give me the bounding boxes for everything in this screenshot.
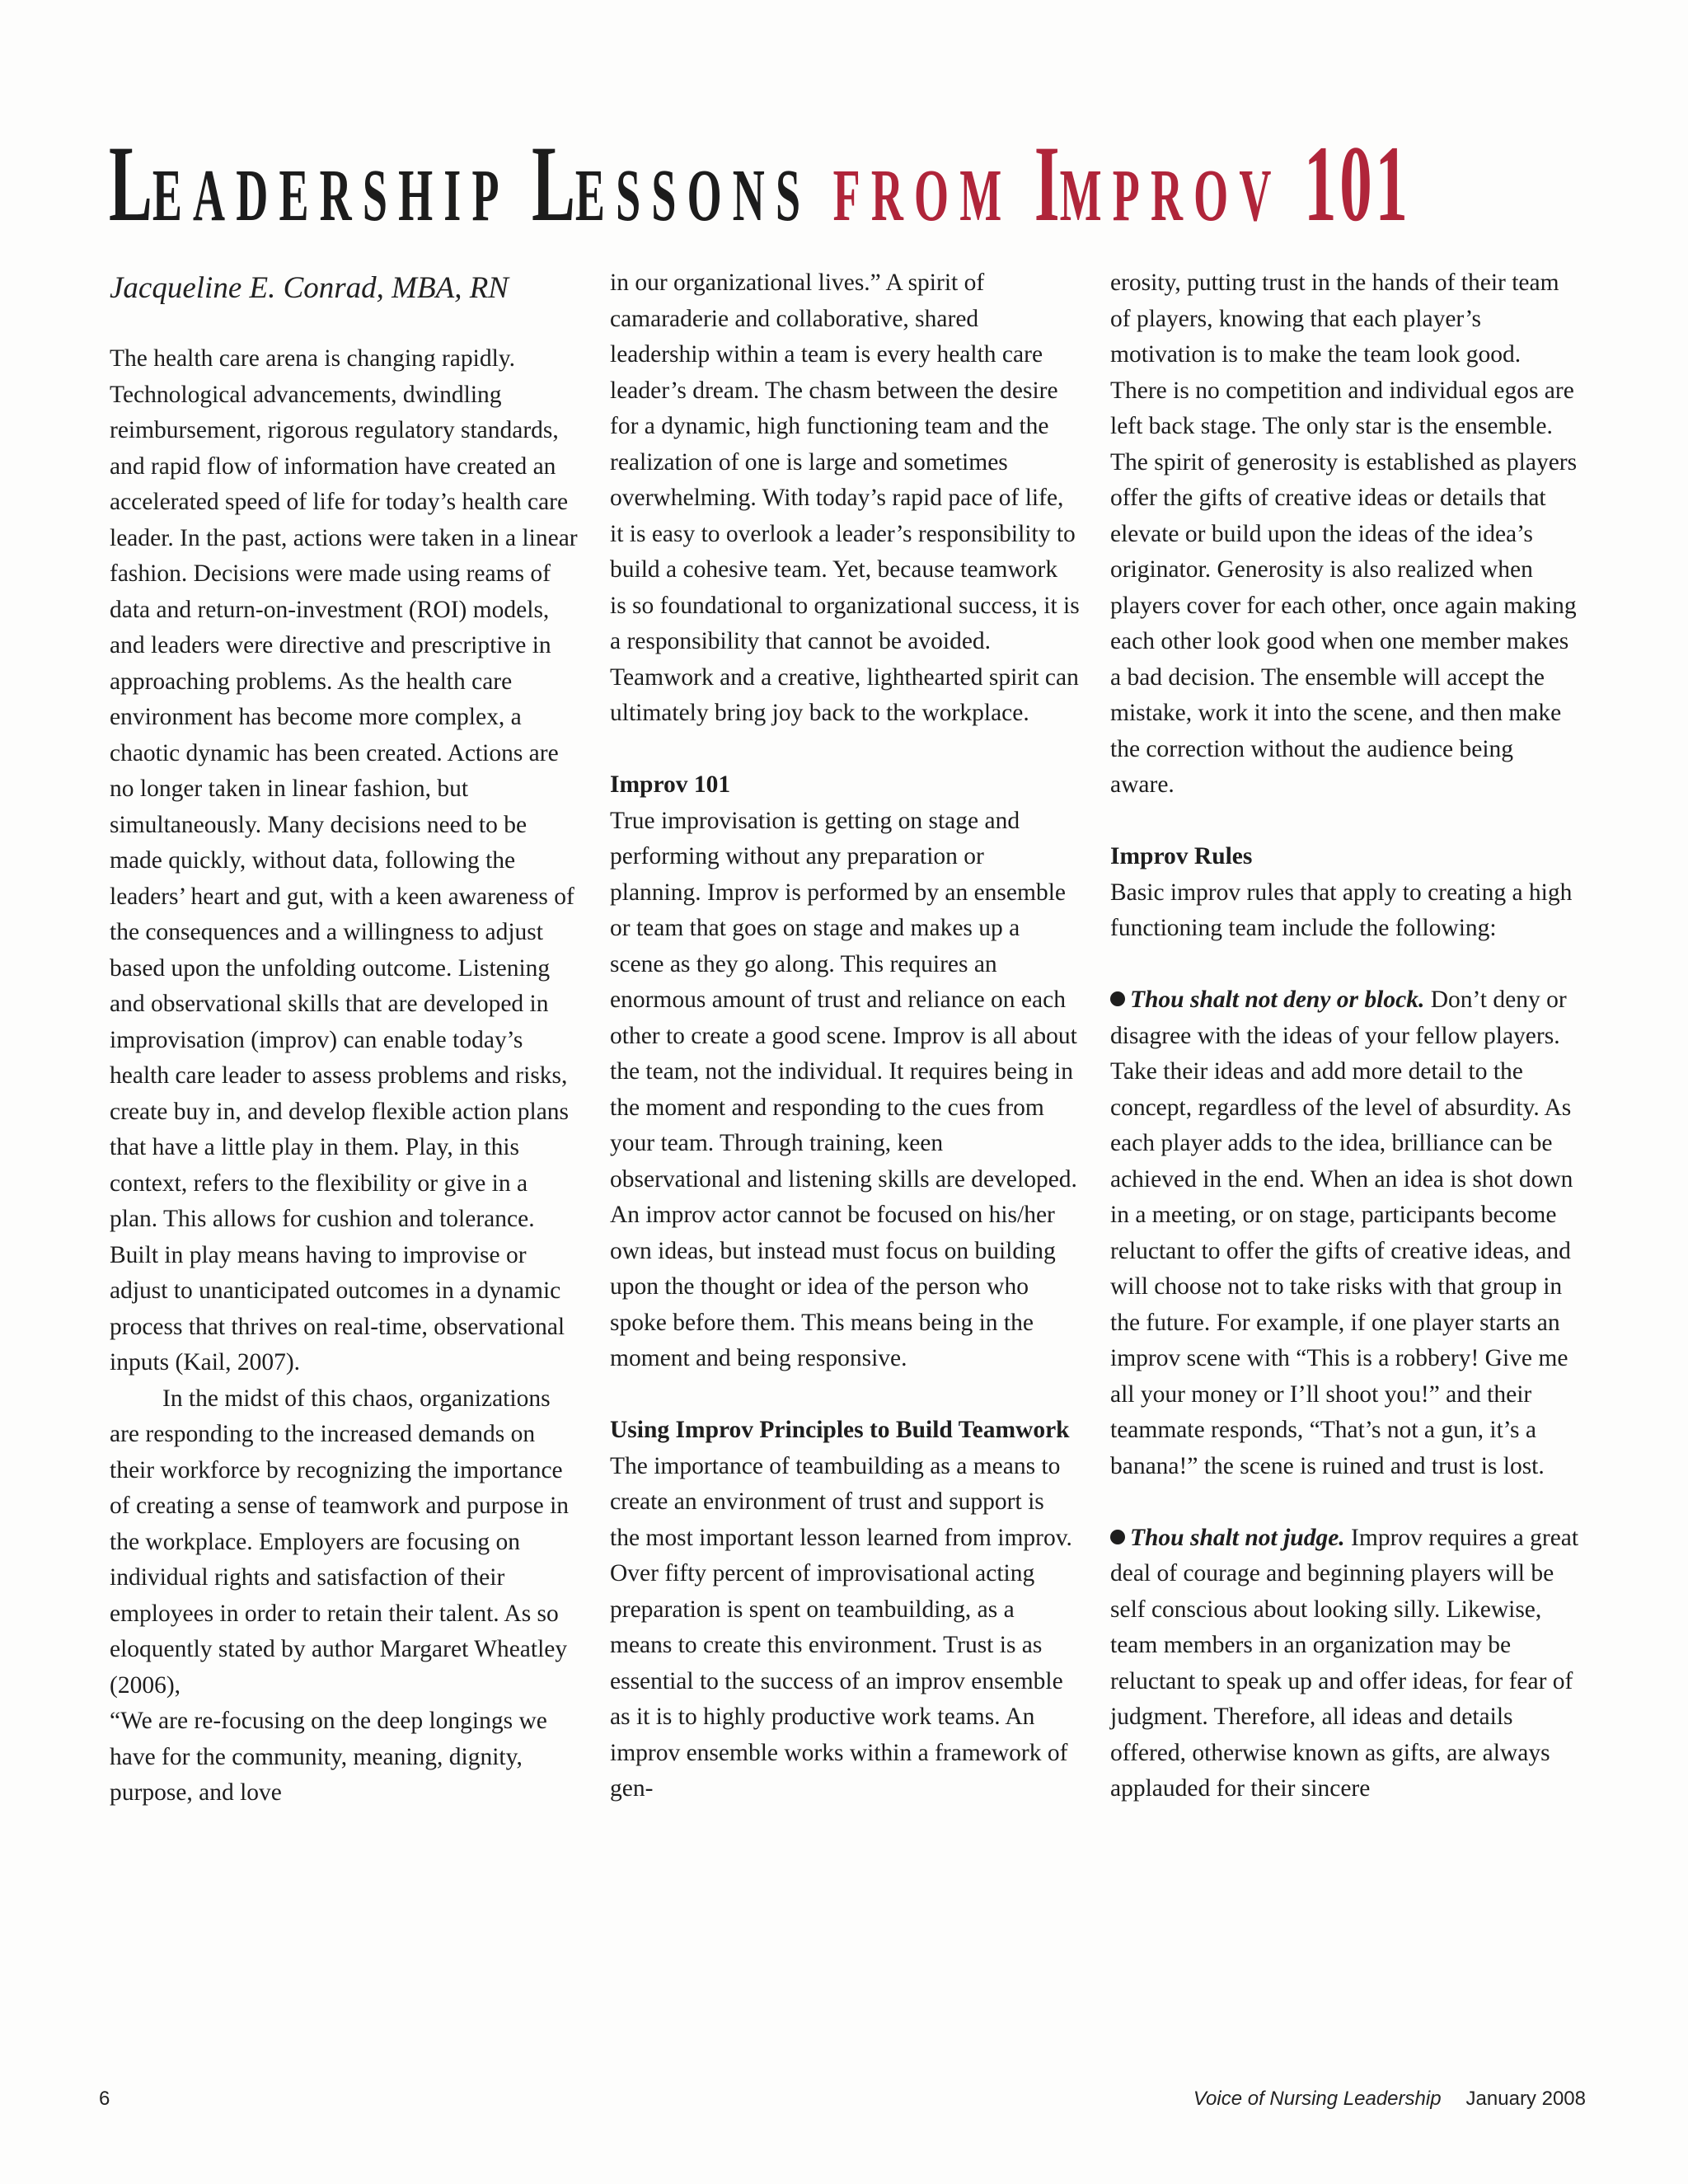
paragraph: in our organizational lives.” A spirit of camaraderie and collaborative, shared leadership within a team is every health care leader’s dream. The chasm between the desire for a dynamic, high functioning team and the realization of one is large and sometimes overwhelming. With today’s rapid pace of life, it is easy to overlook a leader’s responsibility to build a cohesive team. Yet, because teamwork is so foundational to organizational success, it is a responsibility that cannot be avoided. Teamwork and a creative, lighthearted spirit can ultimately bring joy back to the workplace. — [610, 269, 1080, 726]
issue-date: January 2008 — [1465, 2088, 1586, 2110]
rule-item — [1110, 982, 1580, 1484]
paragraph: erosity, putting trust in the hands of their team of players, knowing that each player’s motivation is to make the team look good. There is no competition and individual egos are left back stage. The only star is the ensemble. The spirit of generosity is established as players offer the gifts of creative ideas or details that elevate or build upon the ideas of the idea’s originator. Generosity is also realized when players cover for each other, once again making each other look good when one member makes a bad decision. The ensemble will accept the mistake, work it into the scene, and then make the correction without the audience being aware. — [1110, 269, 1578, 798]
rule-lead: Thou shalt not judge. — [1130, 1524, 1345, 1551]
author-byline: Jacqueline E. Conrad, MBA, RN — [110, 271, 509, 305]
rule-item — [1110, 1521, 1580, 1807]
paragraph: Basic improv rules that apply to creating a high functioning team include the following: — [1110, 879, 1573, 941]
title-word-leadership: LEADERSHIP — [109, 123, 510, 244]
column-2 — [610, 265, 1080, 1807]
rule-text: Improv requires a great deal of courage and beginning players will be self conscious about looking silly. Likewise, team members in an organization may be reluctant to speak up and offer ideas, for fear of judgment. Therefore, all ideas and details offered, otherwise known as gifts, are always applauded for their sincere — [1110, 1524, 1579, 1802]
quote-paragraph: “We are re-focusing on the deep longings we have for the community, meaning, dignity, purpose, and love — [110, 1708, 547, 1806]
title-word-improv: IMPROV — [1034, 123, 1282, 244]
publication-info — [1193, 2087, 1586, 2111]
paragraph: The importance of teambuilding as a means to create an environment of trust and support is the most important lesson learned from improv. Over fifty percent of improvisational acting preparation is spent on teambuilding, as a means to create this environment. Trust is as essential to the success of an improv ensemble as it is to highly productive work teams. An improv ensemble works within a framework of gen- — [610, 1452, 1072, 1802]
title-number: 101 — [1303, 123, 1411, 244]
paragraph: The health care arena is changing rapidly. Technological advancements, dwindling reimbursement, rigorous regulatory standards, and rapid flow of information have created an accelerated speed of life for today’s health care leader. In the past, actions were taken in a linear fashion. Decisions were made using reams of data and return-on-investment (ROI) models, and leaders were directive and prescriptive in approaching problems. As the health care environment has become more complex, a chaotic dynamic has been created. Actions are no longer taken in linear fashion, but simultaneously. Many decisions need to be made quickly, without data, following the leaders’ heart and gut, with a keen awareness of the consequences and a willingness to adjust based upon the unfolding outcome. Listening and observational skills that are developed in improvisation (improv) can enable today’s health care leader to assess problems and risks, create buy in, and develop flexible action plans that have a little play in them. Play, in this context, refers to the flexibility or give in a plan. This allows for cushion and tolerance. Built in play means having to improvise or adjust to unanticipated outcomes in a dynamic process that thrives on real-time, observational inputs (Kail, 2007). — [110, 345, 578, 1376]
paragraph: In the midst of this chaos, organizations are responding to the increased demands on their workforce by recognizing the importance of creating a sense of teamwork and purpose in the workplace. Employers are focusing on individual rights and satisfaction of their employees in order to retain their talent. As so eloquently stated by author Margaret Wheatley (2006), — [110, 1385, 570, 1699]
journal-name: Voice of Nursing Leadership — [1193, 2088, 1442, 2110]
column-3 — [1110, 265, 1580, 1807]
section-heading: Improv Rules — [1110, 843, 1253, 869]
page-number: 6 — [99, 2088, 110, 2110]
rule-text: Don’t deny or disagree with the ideas of your fellow players. Take their ideas and add more detail to the concept, regardless of the level of absurdity. As each player adds to the idea, brilliance can be achieved in the end. When an idea is shot down in a meeting, or on stage, participants become reluctant to offer the gifts of creative ideas, and will choose not to take risks with that group in the future. For example, if one player starts an improv scene with “This is a robbery! Give me all your money or I’ll shoot you!” and their teammate responds, “That’s not a gun, it’s a banana!” the scene is ruined and trust is lost. — [1110, 987, 1573, 1479]
section-heading: Using Improv Principles to Build Teamwork — [610, 1417, 1070, 1443]
bullet-icon — [1110, 1530, 1125, 1544]
article-title — [109, 123, 1411, 244]
bullet-icon — [1110, 991, 1125, 1006]
section-heading: Improv 101 — [610, 771, 731, 798]
title-word-lessons: LESSONS — [532, 123, 812, 244]
rule-lead: Thou shalt not deny or block. — [1130, 987, 1425, 1013]
title-word-from: FROM — [832, 155, 1013, 237]
column-1 — [110, 265, 579, 1811]
paragraph: True improvisation is getting on stage and performing without any preparation or planning. Improv is performed by an ensemble or team that goes on stage and makes up a scene as they go along. This requires an enormous amount of trust and reliance on each other to create a good scene. Improv is all about the team, not the individual. It requires being in the moment and responding to the cues from your team. Through training, keen observational and listening skills are developed. An improv actor cannot be focused on his/her own ideas, but instead must focus on building upon the thought or idea of the person who spoke before them. This means being in the moment and being responsive. — [610, 807, 1077, 1371]
